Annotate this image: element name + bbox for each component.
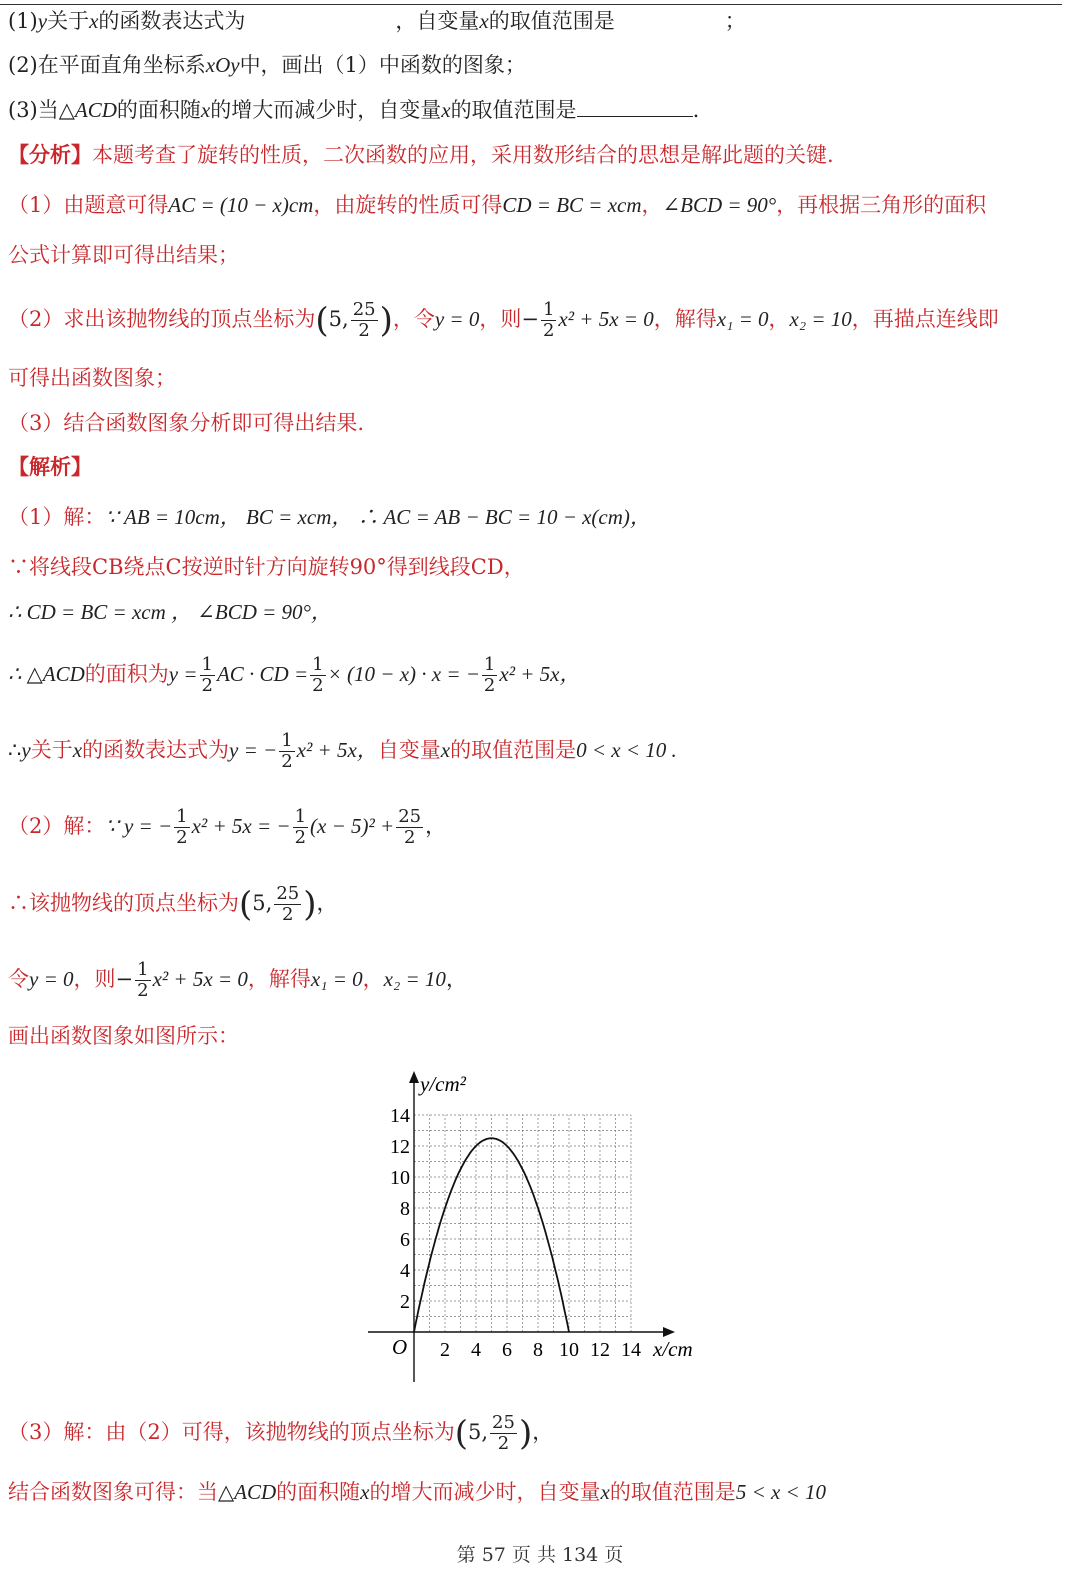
numerator: 1 [542, 299, 555, 320]
denominator: 2 [403, 827, 416, 848]
denominator: 2 [497, 1433, 510, 1454]
denominator: 2 [176, 827, 188, 848]
solution-text: （3）解：由（2）可得，该抛物线的顶点坐标为 [8, 1420, 455, 1444]
solution-1 [8, 502, 651, 532]
q1-var-x: x [89, 9, 99, 33]
fraction [135, 960, 150, 1001]
fraction [490, 1413, 517, 1454]
q2-text: (2)在平面直角坐标系 [8, 53, 206, 77]
math-expr: ∵ AB = 10cm， BC = xcm， ∴ AC = AB − BC = 10 − x(cm)， [105, 505, 651, 529]
math-expr: x² + 5x， [499, 662, 581, 686]
question-3 [8, 95, 699, 125]
q1-var-y: y [37, 9, 48, 33]
numerator: 25 [276, 883, 300, 904]
solution-text: 关于 [30, 738, 73, 762]
solution-text: 的面积随 [276, 1480, 361, 1504]
answer-blank [577, 98, 693, 117]
math-expr: ∴ CD = BC = xcm ， ∠BCD = 90°， [8, 600, 332, 624]
x-tick-label: 14 [621, 1339, 641, 1361]
analysis-text: （1）由题意可得 [8, 193, 169, 217]
solution-7: ∴该抛物线的顶点坐标为(5, $\frac{25}{2}$ )， [8, 883, 338, 925]
analysis-text: （2）求出该抛物线的顶点坐标为 [8, 307, 316, 331]
q2-text: 中，画出（1）中函数的图象； [239, 53, 526, 77]
analysis-intro [8, 140, 834, 170]
solution-3 [8, 597, 332, 627]
analysis-1 [8, 190, 986, 220]
math-expr: x [600, 1480, 610, 1504]
math-expr: y = 0 [29, 967, 74, 991]
q1-text: 关于 [47, 9, 90, 33]
numerator: 1 [201, 654, 213, 675]
q1-text: 的取值范围是 [488, 9, 615, 33]
solution-text: （2）解： [8, 814, 106, 838]
fraction [310, 655, 325, 696]
analysis-text: ， [768, 307, 790, 331]
solution-text: 的增大而减少时，自变量 [369, 1480, 601, 1504]
math-expr: y = 0 [434, 307, 480, 331]
math-expr: x₁ = 0 [716, 307, 769, 331]
math-expr: ， [445, 967, 467, 991]
math-expr: 5, [468, 1420, 489, 1444]
solution-8 [8, 960, 467, 1001]
fraction [200, 655, 215, 696]
q3-triangle: △ACD [58, 98, 117, 122]
solution-10: （3）解：由（2）可得，该抛物线的顶点坐标为(5, $\frac{25}{2}$ )， [8, 1412, 554, 1454]
numerator: 1 [312, 654, 324, 675]
x-axis-label: x/cm [653, 1337, 693, 1361]
q1-text: ； [724, 9, 746, 33]
numerator: 25 [352, 299, 376, 320]
x-tick-label: 2 [440, 1339, 450, 1361]
solution-text: 的取值范围是 [450, 738, 577, 762]
math-expr: ∴ [8, 738, 22, 762]
denominator: 2 [282, 904, 294, 925]
fraction [351, 300, 378, 341]
solution-9 [8, 1021, 239, 1051]
q3-text: 的增大而减少时，自变量 [210, 98, 442, 122]
analysis-text: ，再根据三角形的面积 [776, 193, 987, 217]
x-tick-label: 10 [559, 1339, 579, 1361]
y-axis-arrow [409, 1071, 419, 1083]
fraction [482, 655, 497, 696]
analysis-2: （2）求出该抛物线的顶点坐标为(5, $\frac{25}{2}$ )，令y = 0，则− $\frac{1}{2}$ x² + 5x = 0，解得x₁ = 0，x₂ = 10，再描点连线即 [8, 299, 999, 341]
fraction [396, 807, 423, 848]
solution-6 [8, 807, 446, 848]
math-expr: x [440, 738, 451, 762]
math-expr: ， [316, 891, 338, 915]
math-expr: (x − 5)² + [310, 814, 395, 838]
math-expr: ∵ y = − [105, 814, 173, 838]
math-expr: x² + 5x = 0 [558, 307, 654, 331]
q1-text: ，自变量 [395, 9, 480, 33]
solution-text: 结合函数图象可得：当 [8, 1480, 218, 1504]
analysis-text: 本题考查了旋转的性质，二次函数的应用，采用数形结合的思想是解此题的关键. [92, 143, 834, 167]
question-2 [8, 50, 526, 80]
denominator: 2 [294, 827, 307, 848]
numerator: 25 [398, 806, 422, 827]
math-expr: x₂ = 10 [789, 307, 852, 331]
numerator: 1 [176, 806, 188, 827]
math-expr: ∴ △ACD [8, 662, 85, 686]
solution-text: ，则 [73, 967, 116, 991]
numerator: 1 [281, 730, 293, 751]
analysis-3 [8, 408, 364, 438]
solution-11 [8, 1477, 826, 1507]
denominator: 2 [281, 751, 293, 772]
q1-text: 的函数表达式为 [98, 9, 246, 33]
math-expr: CD = BC = xcm [502, 193, 642, 217]
q3-text: 的取值范围是 [450, 98, 577, 122]
numerator: 25 [492, 1412, 515, 1433]
solution-text: 令 [8, 967, 29, 991]
q3-text: 的面积随 [116, 98, 201, 122]
math-expr: x² + 5x = 0 [152, 967, 248, 991]
x-tick-label: 12 [590, 1339, 610, 1361]
math-expr: AC · CD = [216, 662, 309, 686]
math-expr: x₂ = 10 [383, 967, 446, 991]
analysis-tag: 【分析】 [8, 142, 92, 167]
denominator: 2 [358, 320, 370, 341]
solution-text: ，解得 [247, 967, 311, 991]
y-tick-label: 8 [400, 1198, 410, 1220]
x-tick-label: 8 [533, 1339, 543, 1361]
y-tick-label: 2 [400, 1291, 410, 1313]
numerator: 1 [137, 959, 149, 980]
math-expr: × (10 − x) · x = − [327, 662, 480, 686]
math-expr: 5, [252, 891, 273, 915]
y-tick-label: 6 [400, 1229, 410, 1251]
solution-tag-line [8, 452, 92, 482]
numerator: 1 [294, 806, 307, 827]
fraction [541, 300, 556, 341]
q1-number: (1) [8, 9, 38, 33]
q3-text: . [692, 98, 700, 122]
x-axis-arrow [663, 1327, 675, 1337]
q2-var: xOy [205, 53, 240, 77]
denominator: 2 [483, 675, 496, 696]
analysis-text: ，由旋转的性质可得 [313, 193, 503, 217]
math-expr: − [115, 967, 134, 991]
denominator: 2 [137, 980, 149, 1001]
math-expr: AC = (10 − x)cm [168, 193, 314, 217]
numerator: 1 [483, 654, 496, 675]
solution-text: 自变量 [377, 738, 441, 762]
analysis-2-cont [8, 363, 176, 393]
parabola-graph [360, 1068, 720, 1388]
x-tick-label: 4 [471, 1339, 481, 1361]
analysis-text: 公式计算即可得出结果； [8, 243, 239, 267]
chart-grid [414, 1115, 631, 1332]
math-expr: ， [425, 814, 447, 838]
q3-var-x: x [200, 98, 211, 122]
analysis-text: 可得出函数图象； [8, 366, 176, 390]
y-tick-label: 4 [400, 1260, 410, 1282]
math-expr: 5 < x < 10 [735, 1480, 826, 1504]
top-rule [0, 4, 1062, 5]
chart-ticks [390, 1105, 641, 1361]
page-footer: 第 57 页 共 134 页 [456, 1544, 624, 1566]
math-expr: y = [168, 662, 198, 686]
math-expr: 0 < x < 10 . [576, 738, 677, 762]
math-expr: x² + 5x， [296, 738, 378, 762]
x-tick-label: 6 [502, 1339, 512, 1361]
fraction [279, 731, 294, 772]
denominator: 2 [312, 675, 324, 696]
q3-var-x: x [441, 98, 451, 122]
q3-text: (3)当 [8, 98, 59, 122]
denominator: 2 [542, 320, 555, 341]
denominator: 2 [201, 675, 213, 696]
question-1 [8, 6, 746, 36]
solution-text: ∴该抛物线的顶点坐标为 [8, 891, 239, 915]
math-expr: y = − [229, 738, 278, 762]
math-expr: x [360, 1480, 370, 1504]
math-expr: 5, [328, 307, 349, 331]
math-expr: x² + 5x = − [191, 814, 291, 838]
math-expr: y [21, 738, 31, 762]
analysis-text: ，令 [392, 307, 435, 331]
analysis-text: ，再描点连线即 [851, 307, 999, 331]
math-expr: x₁ = 0 [310, 967, 363, 991]
q1-var-x: x [479, 9, 489, 33]
solution-text: 的函数表达式为 [82, 738, 230, 762]
math-expr: x [72, 738, 83, 762]
analysis-text: ，则 [479, 307, 522, 331]
fraction [174, 807, 189, 848]
y-tick-label: 10 [390, 1167, 410, 1189]
solution-text: ， [362, 967, 384, 991]
solution-tag: 【解析】 [8, 454, 92, 479]
chart-axes [368, 1071, 675, 1382]
solution-text: 的面积为 [84, 662, 169, 686]
solution-text: 画出函数图象如图所示： [8, 1024, 239, 1048]
y-tick-label: 12 [390, 1136, 410, 1158]
analysis-1-cont [8, 240, 239, 270]
math-expr: △ACD [218, 1480, 277, 1504]
origin-label: O [392, 1335, 408, 1359]
analysis-text: ， [641, 193, 663, 217]
analysis-text: ，解得 [653, 307, 717, 331]
solution-4 [8, 655, 580, 696]
solution-text: 的取值范围是 [609, 1480, 736, 1504]
fraction [293, 807, 308, 848]
analysis-text: （3）结合函数图象分析即可得出结果. [8, 411, 365, 435]
solution-2 [8, 552, 525, 582]
y-tick-label: 14 [390, 1105, 410, 1127]
solution-text: （1）解： [8, 505, 106, 529]
solution-text: ∵将线段CB绕点C按逆时针方向旋转90°得到线段CD， [8, 555, 525, 579]
y-axis-label: y/cm² [420, 1072, 466, 1096]
math-expr: ∠BCD = 90° [662, 193, 777, 217]
math-expr: ， [532, 1420, 554, 1444]
fraction [274, 884, 301, 925]
solution-5 [8, 731, 677, 772]
